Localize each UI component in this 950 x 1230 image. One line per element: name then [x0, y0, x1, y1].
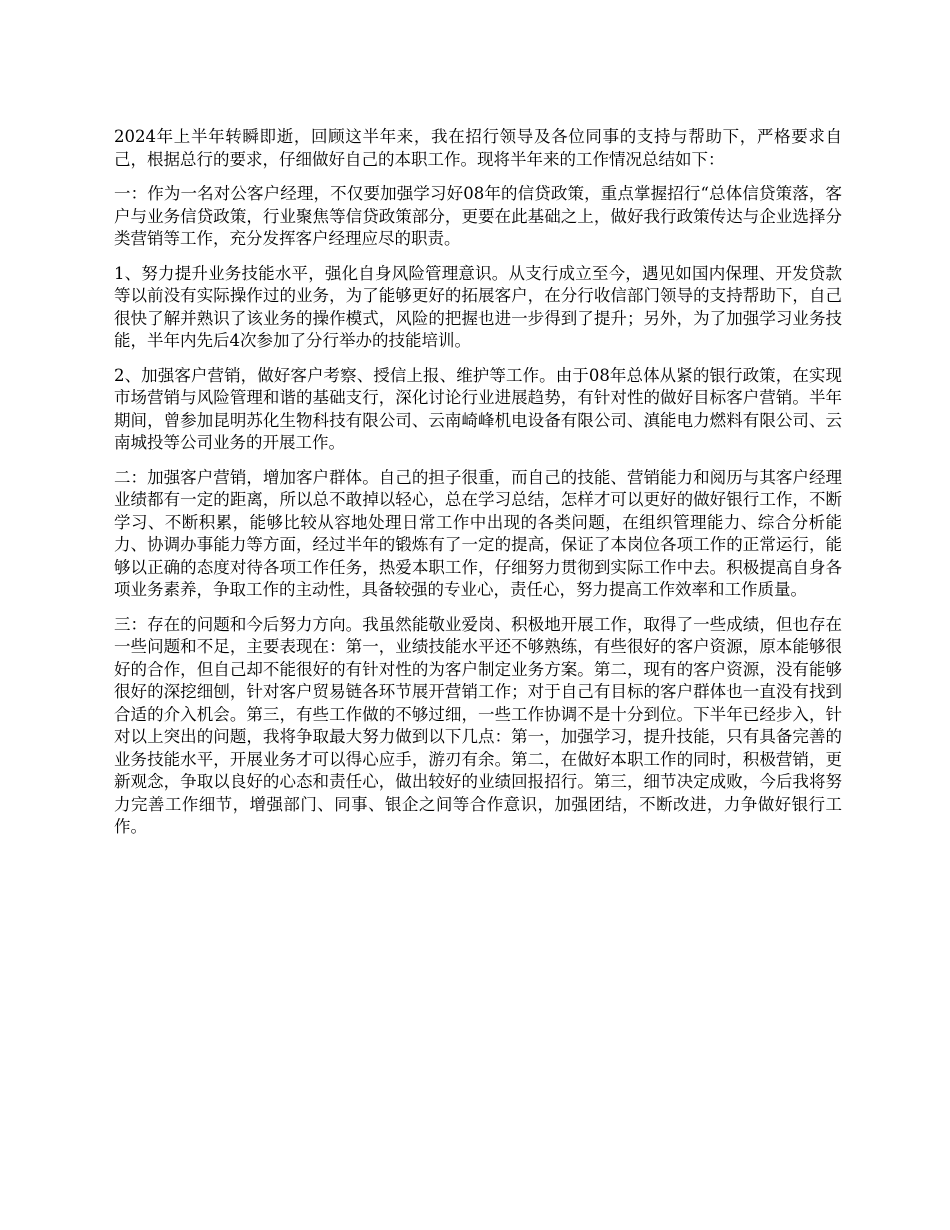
section-one-paragraph: 一：作为一名对公客户经理，不仅要加强学习好08年的信贷政策，重点掌握招行“总体信贷策落，客户与业务信贷政策，行业聚焦等信贷政策部分，更要在此基础之上，做好我行政策传达与企业选择分类营销等工作，充分发挥客户经理应尽的职责。 — [114, 184, 842, 248]
section-three-paragraph: 三：存在的问题和今后努力方向。我虽然能敬业爱岗、积极地开展工作，取得了一些成绩，但也存在一些问题和不足，主要表现在：第一，业绩技能水平还不够熟练，有些很好的客户资源，原本能够很好的合作，但自己却不能很好的有针对性的为客户制定业务方案。第二，现有的客户资源，没有能够很好的深挖细刨，针对客户贸易链各环节展开营销工作；对于自己有目标的客户群体也一直没有找到合适的介入机会。第三，有些工作做的不够过细，一些工作协调不是十分到位。下半年已经步入，针对以上突出的问题，我将争取最大努力做到以下几点：第一，加强学习，提升技能，只有具备完善的业务技能水平，开展业务才可以得心应手，游刃有余。第二，在做好本职工作的同时，积极营销，更新观念，争取以良好的心态和责任心，做出较好的业绩回报招行。第三，细节决定成败，今后我将努力完善工作细节，增强部门、同事、银企之间等合作意识，加强团结，不断改进，力争做好银行工作。 — [114, 614, 842, 836]
item-one-paragraph: 1、努力提升业务技能水平，强化自身风险管理意识。从支行成立至今，遇见如国内保理、开发贷款等以前没有实际操作过的业务，为了能够更好的拓展客户，在分行收信部门领导的支持帮助下，自己很快了解并熟识了该业务的操作模式，风险的把握也进一步得到了提升；另外，为了加强学习业务技能，半年内先后4次参加了分行举办的技能培训。 — [114, 263, 842, 350]
section-two-paragraph: 二：加强客户营销，增加客户群体。自己的担子很重，而自己的技能、营销能力和阅历与其客户经理业绩都有一定的距离，所以总不敢掉以轻心，总在学习总结，怎样才可以更好的做好银行工作，不断学习、不断积累，能够比较从容地处理日常工作中出现的各类问题，在组织管理能力、综合分析能力、协调办事能力等方面，经过半年的锻炼有了一定的提高，保证了本岗位各项工作的正常运行，能够以正确的态度对待各项工作任务，热爱本职工作，仔细努力贯彻到实际工作中去。积极提高自身各项业务素养，争取工作的主动性，具备较强的专业心，责任心，努力提高工作效率和工作质量。 — [114, 467, 842, 599]
document-body — [114, 126, 842, 851]
intro-paragraph: 2024年上半年转瞬即逝，回顾这半年来，我在招行领导及各位同事的支持与帮助下，严格要求自己，根据总行的要求，仔细做好自己的本职工作。现将半年来的工作情况总结如下： — [114, 127, 842, 169]
item-two-paragraph: 2、加强客户营销，做好客户考察、授信上报、维护等工作。由于08年总体从紧的银行政策，在实现市场营销与风险管理和谐的基础支行，深化讨论行业进展趋势，有针对性的做好目标客户营销。半年期间，曾参加昆明苏化生物科技有限公司、云南崎峰机电设备有限公司、滇能电力燃料有限公司、云南城投等公司业务的开展工作。 — [114, 365, 842, 452]
